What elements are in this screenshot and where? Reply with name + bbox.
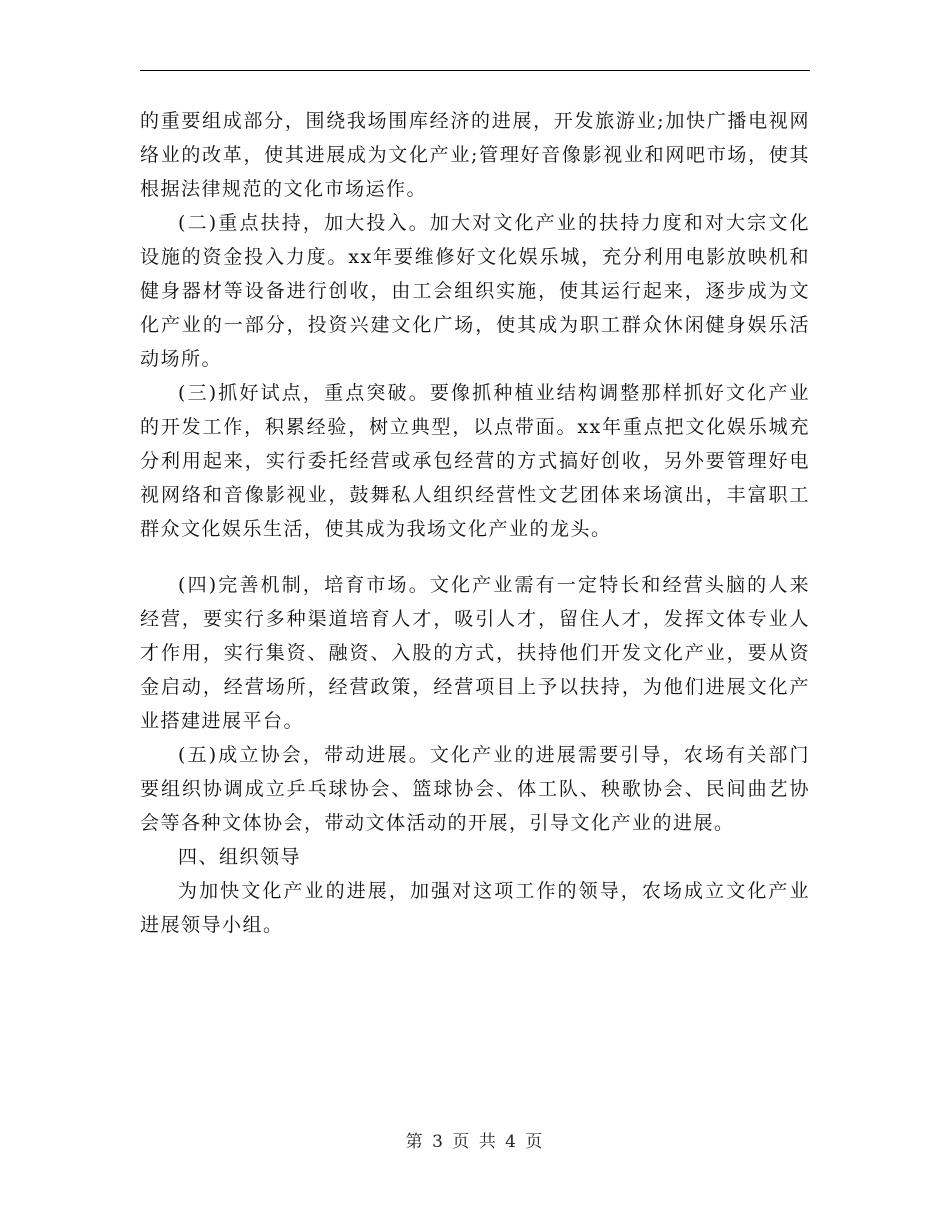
section-heading-organization: 四、组织领导 (178, 846, 302, 868)
paragraph-section-5: (五)成立协会，带动进展。文化产业的进展需要引导，农场有关部门要组织协调成立乒乓球协会、篮球协会、体工队、秧歌协会、民间曲艺协会等各种文体协会，带动文体活动的开展，引导文化产业的进展。 (140, 744, 810, 834)
page-number-footer: 第 3 页 共 4 页 (405, 1132, 545, 1152)
paragraph-section-2: (二)重点扶持，加大投入。加大对文化产业的扶持力度和对大宗文化设施的资金投入力度。xx年要维修好文化娱乐城，充分利用电影放映机和健身器材等设备进行创收，由工会组织实施，使其运行起来，逐步成为文化产业的一部分，投资兴建文化广场，使其成为职工群众休闲健身娱乐活动场所。 (140, 212, 810, 370)
paragraph-section-4: (四)完善机制，培育市场。文化产业需有一定特长和经营头脑的人来经营，要实行多种渠道培育人才，吸引人才，留住人才，发挥文体专业人才作用，实行集资、融资、入股的方式，扶持他们开发文化产业，要从资金启动，经营场所，经营政策，经营项目上予以扶持，为他们进展文化产业搭建进展平台。 (140, 574, 810, 732)
paragraph-continuation: 的重要组成部分，围绕我场围库经济的进展，开发旅游业;加快广播电视网络业的改革，使其进展成为文化产业;管理好音像影视业和网吧市场，使其根据法律规范的文化市场运作。 (140, 110, 810, 200)
header-rule (140, 70, 810, 71)
document-body (140, 104, 810, 942)
paragraph-section-3: (三)抓好试点，重点突破。要像抓种植业结构调整那样抓好文化产业的开发工作，积累经验，树立典型，以点带面。xx年重点把文化娱乐城充分利用起来，实行委托经营或承包经营的方式搞好创收，另外要管理好电视网络和音像影视业，鼓舞私人组织经营性文艺团体来场演出，丰富职工群众文化娱乐生活，使其成为我场文化产业的龙头。 (140, 382, 810, 540)
paragraph-organization: 为加快文化产业的进展，加强对这项工作的领导，农场成立文化产业进展领导小组。 (140, 880, 810, 936)
